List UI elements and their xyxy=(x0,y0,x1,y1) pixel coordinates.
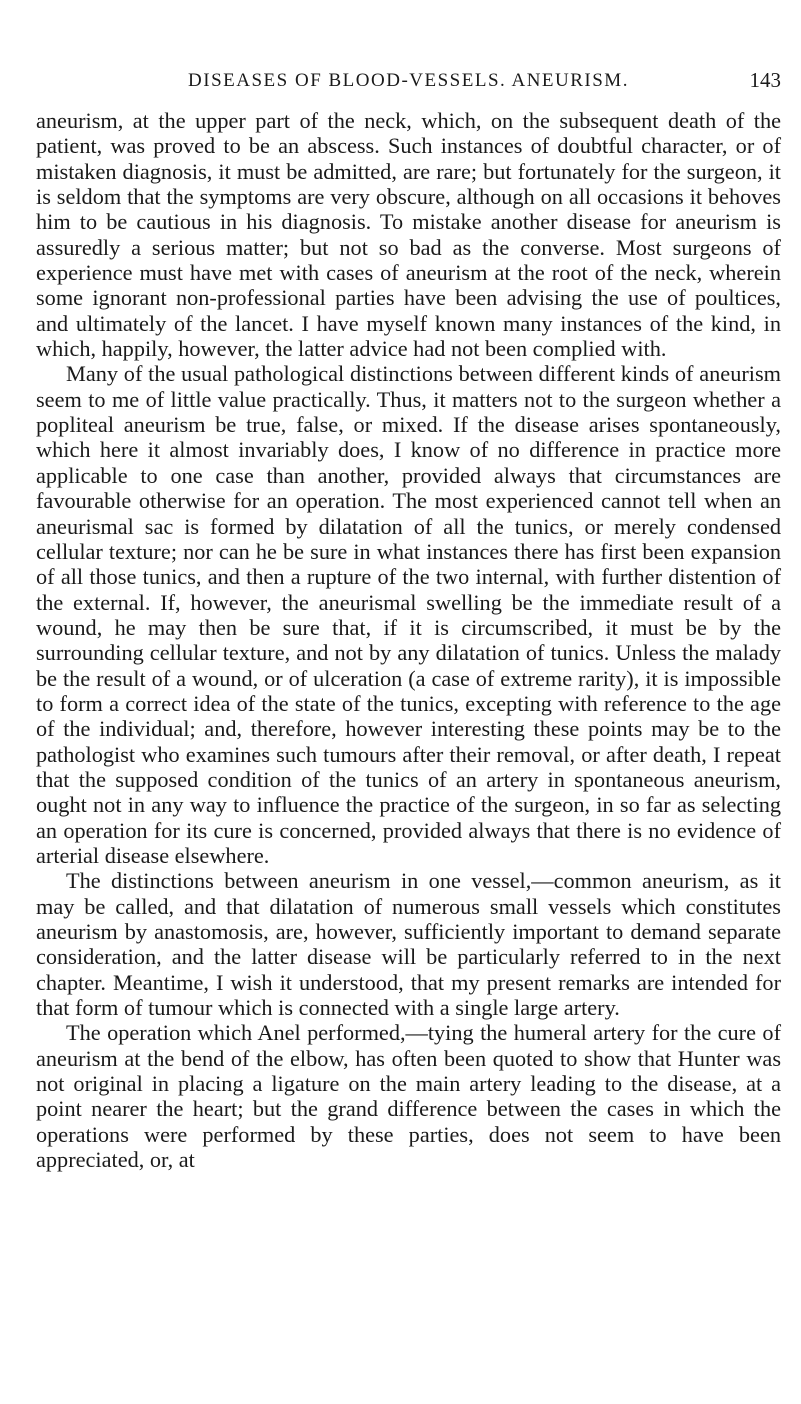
book-page xyxy=(36,70,781,1172)
page-number: 143 xyxy=(749,68,781,92)
paragraph: Many of the usual pathological distinctions between different kinds of aneurism seem to me of little value practically. Thus, it matters not to the surgeon whether a popliteal aneurism be true, false, or mixed. If the disease arises spontaneously, which here it almost invariably does, I know of no difference in practice more applicable to one case than another, provided always that circumstances are favourable otherwise for an operation. The most experienced cannot tell when an aneurismal sac is formed by dilatation of all the tunics, or merely condensed cellular texture; nor can he be sure in what instances there has first been expansion of all those tunics, and then a rupture of the two internal, with further distention of the external. If, however, the aneurismal swelling be the immediate result of a wound, he may then be sure that, if it is circumscribed, it must be by the surrounding cellular texture, and not by any dilatation of tunics. Unless the malady be the result of a wound, or of ulceration (a case of extreme rarity), it is impossible to form a correct idea of the state of the tunics, excepting with reference to the age of the individual; and, therefore, however interesting these points may be to the pathologist who examines such tumours after their removal, or after death, I repeat that the supposed condition of the tunics of an artery in spontaneous aneurism, ought not in any way to influence the practice of the surgeon, in so far as selecting an operation for its cure is concerned, provided always that there is no evidence of arterial disease elsewhere. xyxy=(36,361,781,868)
running-head: DISEASES OF BLOOD-VESSELS. ANEURISM. xyxy=(188,70,629,91)
page-header xyxy=(36,70,781,100)
body-text xyxy=(36,108,781,1172)
paragraph: The distinctions between aneurism in one vessel,—common aneurism, as it may be called, and that dilatation of numerous small vessels which constitutes aneurism by anastomosis, are, however, sufficiently important to demand separate consideration, and the latter disease will be particularly referred to in the next chapter. Meantime, I wish it understood, that my present remarks are intended for that form of tumour which is connected with a single large artery. xyxy=(36,868,781,1021)
paragraph: aneurism, at the upper part of the neck, which, on the subsequent death of the patient, was proved to be an abscess. Such instances of doubtful character, or of mistaken diagnosis, it must be admitted, are rare; but fortunately for the surgeon, it is seldom that the symptoms are very obscure, although on all occasions it behoves him to be cautious in his diagnosis. To mistake another disease for aneurism is assuredly a serious matter; but not so bad as the converse. Most surgeons of experience must have met with cases of aneurism at the root of the neck, wherein some ignorant non-professional parties have been advising the use of poultices, and ultimately of the lancet. I have myself known many instances of the kind, in which, happily, however, the latter advice had not been complied with. xyxy=(36,108,781,362)
paragraph: The operation which Anel performed,—tying the humeral artery for the cure of aneurism at the bend of the elbow, has often been quoted to show that Hunter was not original in placing a ligature on the main artery leading to the disease, at a point nearer the heart; but the grand difference between the cases in which the operations were performed by these parties, does not seem to have been appreciated, or, at xyxy=(36,1020,781,1173)
